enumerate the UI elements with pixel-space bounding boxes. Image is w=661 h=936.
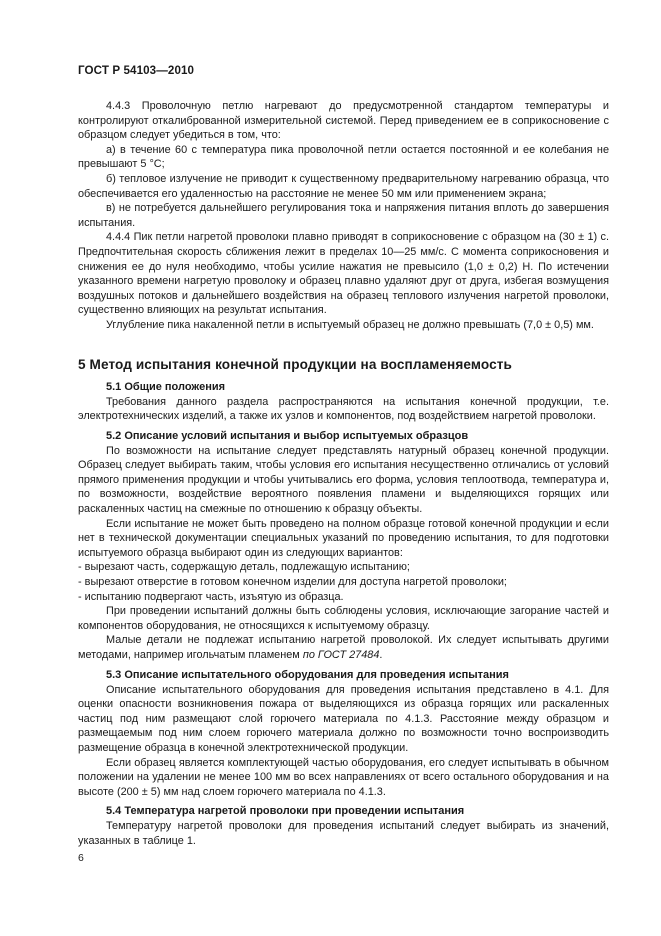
section-5-1-paragraph: Требования данного раздела распространяются на испытания конечной продукции, т.е. электротехнических изделий, а также их узлов и компонентов, под воздействием нагретой проволоки. [78,395,609,423]
section-5-3-paragraph-2: Если образец является комплектующей частью оборудования, его следует испытывать в обычном положении на удалении не менее 100 мм во всех направлениях от всего остального оборудования и на высоте (200 ± 5) мм над слоем горючего материала по 4.1.3. [78,756,609,798]
section-5-2-list-item-2: - вырезают отверстие в готовом конечном изделии для доступа нагретой проволоки; [78,576,507,589]
section-5-3-paragraph-1: Описание испытательного оборудования для проведения испытания представлено в 4.1. Для оценки опасности возникновения пожара от выделяющихся из образца горящих или раскаленных частиц под ним размещают слой горючего материала по 4.1.3. Расстояние между образцом и размещаемым под ним слоем горючего материала должно по возможности точно воспроизводить размещение образца в конечной электротехнической продукции. [78,683,609,754]
clause-4-4-3-item-a: а) в течение 60 с температура пика проволочной петли остается постоянной и ее колебания не превышают 5 °С; [78,143,609,171]
section-5-2-paragraph-4-text: Малые детали не подлежат испытанию нагретой проволокой. Их следует испытывать другими методами, например игольчатым пламенем [78,634,609,661]
section-5-2-paragraph-4-end: . [379,649,383,661]
section-5-title: 5 Метод испытания конечной продукции на воспламеняемость [78,356,512,372]
section-5-2-title: 5.2 Описание условий испытания и выбор испытуемых образцов [106,429,469,442]
standard-header: ГОСТ Р 54103—2010 [78,64,195,77]
clause-4-4-3-item-b: б) тепловое излучение не приводит к существенному предварительному нагреванию образца, что обеспечивается его удаленностью на расстояние не менее 50 мм или применением экрана; [78,172,609,200]
section-5-2-list-item-1: - вырезают часть, содержащую деталь, подлежащую испытанию; [78,561,410,574]
gost-27484-reference: по ГОСТ 27484 [302,649,380,661]
clause-4-4-4-depth: Углубление пика накаленной петли в испытуемый образец не должно превышать (7,0 ± 0,5) мм. [106,318,594,331]
page-number: 6 [78,852,84,864]
section-5-4-paragraph-1: Температуру нагретой проволоки для проведения испытаний следует выбирать из значений, указанных в таблице 1. [78,820,609,847]
section-5-1-title: 5.1 Общие положения [106,380,226,393]
clause-4-4-4: 4.4.4 Пик петли нагретой проволоки плавно приводят в соприкосновение с образцом на (30 ± 1) с. Предпочтительная скорость сближения лежит в пределах 10—25 мм/с. С момента соприкосновения и снижения ее до нуля необходимо, чтобы усилие нажатия не превысило (1,0 ± 0,2) Н. По истечении указанного времени нагретую проволоку и образец плавно удаляют друг от друга, избегая возмущения воздушных потоков и дальнейшего воздействия на образец теплового излучения нагретой проволоки, существенно влияющих на результат испытания. [78,231,609,317]
section-5-4-title: 5.4 Температура нагретой проволоки при проведении испытания [106,805,465,818]
section-5-3-title: 5.3 Описание испытательного оборудования для проведения испытания [106,668,509,681]
section-5-2-list-item-3: - испытанию подвергают часть, изъятую из образца. [78,590,344,603]
clause-4-4-3-intro: 4.4.3 Проволочную петлю нагревают до предусмотренной стандартом температуры и контролируют откалиброванной измерительной системой. Перед приведением ее в соприкосновение с образцом следует убедиться в том, что: [78,100,609,142]
section-5-2-paragraph-1: По возможности на испытание следует представлять натурный образец конечной продукции. Образец следует выбирать таким, чтобы условия его испытания несущественно отличались от условий прямого применения продукции и чтобы учитывались его форма, условия теплоотвода, температура и, по возможности, воздействие вероятного появления пламени и выделяющихся горящих или раскаленных частиц на смежные по отношению к образцу объекты. [78,444,609,516]
clause-4-4-3-item-c: в) не потребуется дальнейшего регулирования тока и напряжения питания вплоть до завершения испытания. [78,202,609,229]
section-5-2-paragraph-4 [78,633,609,662]
section-5-2-paragraph-3: При проведении испытаний должны быть соблюдены условия, исключающие загорание частей и компонентов оборудования, не относящихся к испытуемому образцу. [78,605,609,632]
section-5-2-paragraph-2: Если испытание не может быть проведено на полном образце готовой конечной продукции и если нет в технической документации специальных указаний по проведению испытания, то для подготовки испытуемого образца выбирают один из следующих вариантов: [78,517,609,559]
